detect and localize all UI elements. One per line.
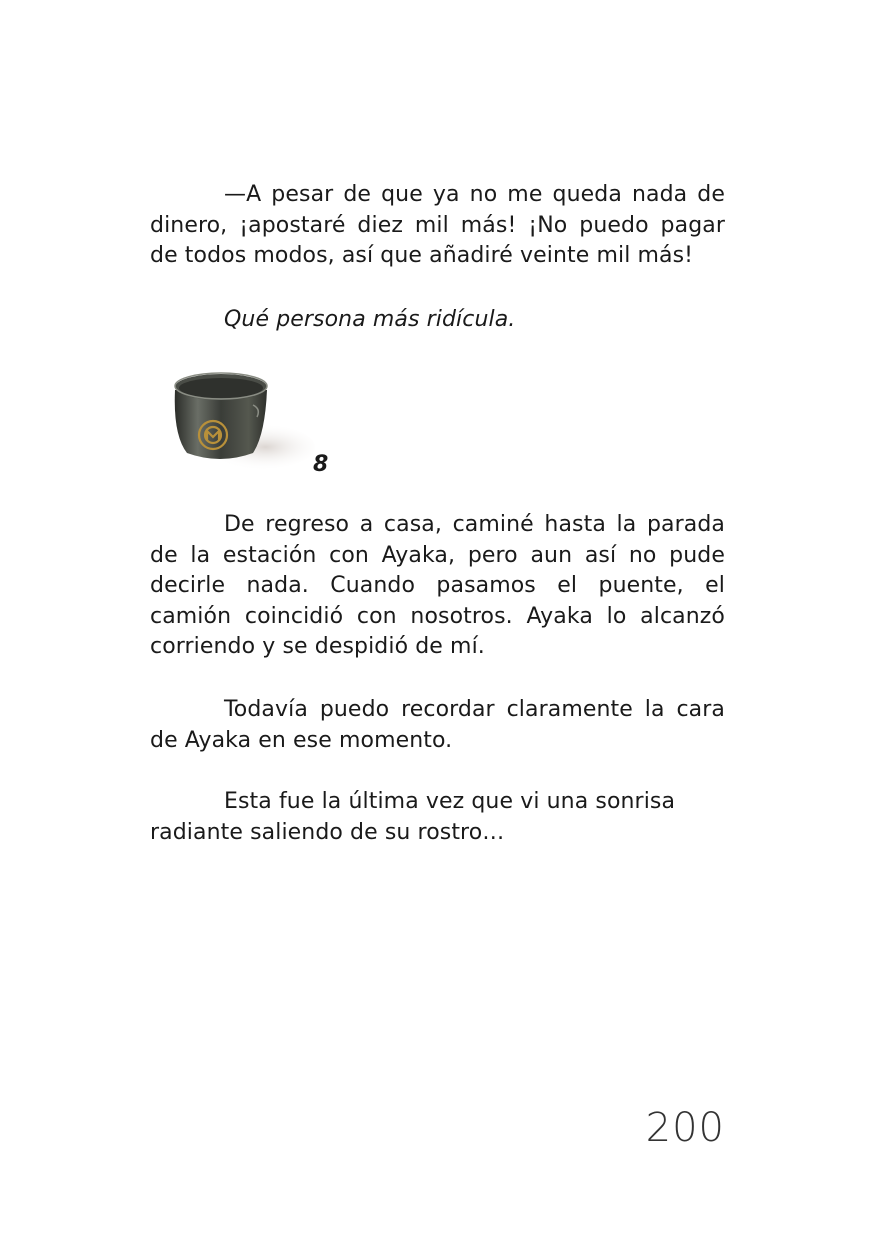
paragraph-narration: Todavía puedo recordar claramente la cara de Ayaka en ese momento. — [150, 697, 725, 753]
paragraph-dialogue: —A pesar de que ya no me queda nada de dinero, ¡apostaré diez mil más! ¡No puedo pagar de todos modos, así que añadiré veinte mil más! — [150, 182, 725, 268]
paragraph-narration: De regreso a casa, caminé hasta la parada de la estación con Ayaka, pero aun así no pude decirle nada. Cuando pasamos el puente, el camión coincidió con nosotros. Ayaka lo alcanzó corriendo y se despidió de mí. — [150, 512, 725, 659]
section-number: 8 — [313, 452, 329, 477]
paragraph-narration: Esta fue la última vez que vi una sonrisa radiante saliendo de su rostro… — [150, 789, 676, 845]
metal-bracelet-icon — [165, 365, 315, 475]
page-number: 200 — [645, 1105, 725, 1151]
paragraph-thought: Qué persona más ridícula. — [224, 307, 516, 332]
